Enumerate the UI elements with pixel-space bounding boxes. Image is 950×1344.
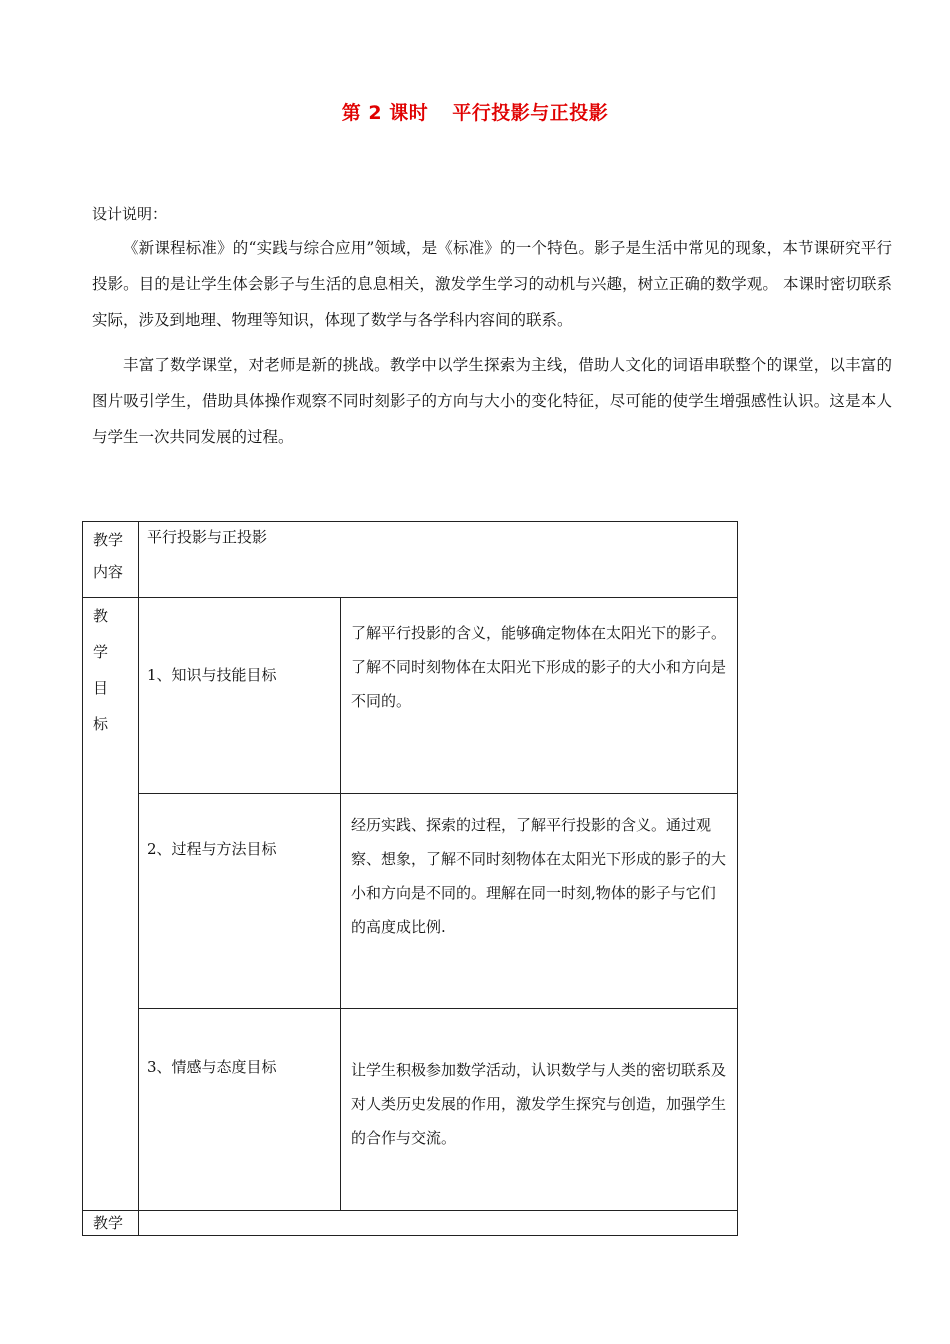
title-lesson-number: 第 2 课时	[341, 102, 429, 124]
teaching-content-label-line1: 教学	[93, 531, 124, 549]
table-row-process	[83, 1211, 738, 1236]
design-paragraph-2: 丰富了数学课堂，对老师是新的挑战。教学中以学生探索为主线，借助人文化的词语串联整个的课堂，以丰富的图片吸引学生，借助具体操作观察不同时刻影子的方向与大小的变化特征，尽可能的使学生增强感性认识。这是本人与学生一次共同发展的过程。	[92, 356, 892, 446]
table-row-content	[83, 522, 738, 598]
table-row-goal-2	[83, 794, 738, 1009]
design-paragraph-1: 《新课程标准》的“实践与综合应用”领域，是《标准》的一个特色。影子是生活中常见的现象，本节课研究平行投影。目的是让学生体会影子与生活的息息相关，激发学生学习的动机与兴趣，树立正确的数学观。 本课时密切联系实际，涉及到地理、物理等知识，体现了数学与各学科内容间的联系。	[92, 239, 892, 329]
goal-1-desc: 了解平行投影的含义，能够确定物体在太阳光下的影子。了解不同时刻物体在太阳光下形成的影子的大小和方向是不同的。	[351, 624, 727, 710]
page-title	[0, 98, 950, 125]
teaching-content-label-line2: 内容	[93, 563, 124, 581]
goal-3-label: 3、情感与态度目标	[147, 1058, 277, 1076]
teaching-content-label-cell	[83, 522, 139, 598]
teaching-content-cell	[139, 522, 738, 598]
goal-2-desc-cell	[341, 794, 738, 1009]
table-row-goal-3	[83, 1009, 738, 1211]
teaching-content-value: 平行投影与正投影	[147, 528, 268, 546]
teaching-process-label: 教学	[93, 1214, 124, 1232]
goal-2-label-cell	[139, 794, 341, 1009]
goal-3-desc-cell	[341, 1009, 738, 1211]
teaching-goals-label-cell	[83, 598, 139, 1211]
title-topic: 平行投影与正投影	[452, 102, 609, 124]
goal-1-label: 1、知识与技能目标	[147, 666, 277, 684]
teaching-process-label-cell	[83, 1211, 139, 1236]
goal-1-label-cell	[139, 598, 341, 794]
goal-3-label-cell	[139, 1009, 341, 1211]
table-row-goal-1	[83, 598, 738, 794]
goals-label-char-4: 标	[93, 715, 109, 733]
goals-label-char-3: 目	[93, 679, 109, 697]
goal-1-desc-cell	[341, 598, 738, 794]
goal-3-desc: 让学生积极参加数学活动，认识数学与人类的密切联系及对人类历史发展的作用，激发学生探究与创造，加强学生的合作与交流。	[351, 1061, 727, 1147]
goals-label-char-2: 学	[93, 643, 109, 661]
teaching-process-cell	[139, 1211, 738, 1236]
goal-2-desc: 经历实践、探索的过程，了解平行投影的含义。通过观察、想象，了解不同时刻物体在太阳光下形成的影子的大小和方向是不同的。理解在同一时刻,物体的影子与它们的高度成比例.	[351, 816, 727, 936]
lesson-plan-table	[82, 521, 738, 1236]
goals-label-char-1: 教	[93, 607, 109, 625]
design-notes-heading: 设计说明：	[92, 205, 168, 223]
goal-2-label: 2、过程与方法目标	[147, 840, 277, 858]
